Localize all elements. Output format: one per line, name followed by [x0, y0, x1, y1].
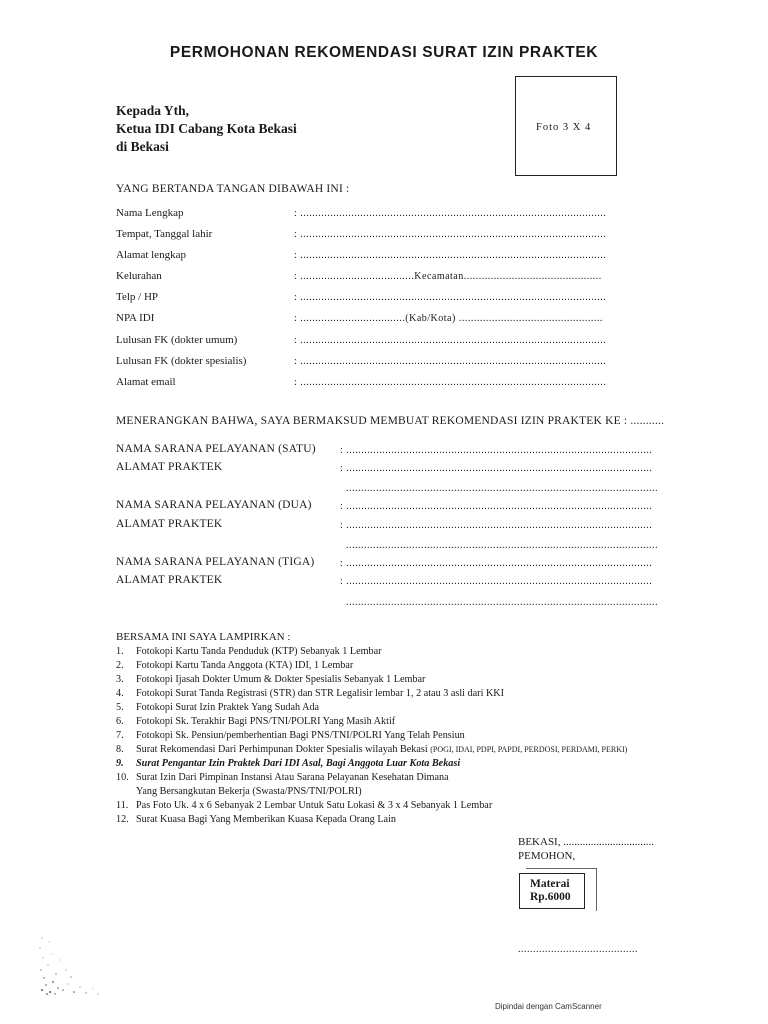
field-label-email: Alamat email: [116, 376, 176, 388]
item-text: Surat Kuasa Bagi Yang Memberikan Kuasa Kepada Orang Lain: [136, 814, 396, 825]
item-number: 9.: [116, 758, 124, 769]
item-number: 5.: [116, 702, 124, 713]
field-line-email[interactable]: : ......................................................................................................: [294, 377, 607, 388]
intro-heading: YANG BERTANDA TANGAN DIBAWAH INI :: [116, 183, 350, 195]
item-number: 1.: [116, 646, 124, 657]
sarana-address-label-2: ALAMAT PRAKTEK: [116, 518, 223, 530]
item-text: Fotokopi Kartu Tanda Penduduk (KTP) Sebanyak 1 Lembar: [136, 646, 382, 657]
stamp-duty-box: [519, 873, 585, 909]
sarana-address-label-3: ALAMAT PRAKTEK: [116, 574, 223, 586]
addressee-block: [116, 102, 297, 156]
field-line-nama[interactable]: : ......................................................................................................: [294, 208, 607, 219]
field-line-ttl[interactable]: : ......................................................................................................: [294, 229, 607, 240]
sarana-name-line-3[interactable]: : ......................................................................................................: [340, 558, 653, 569]
addressee-line: Kepada Yth,: [116, 103, 190, 118]
item-text: [136, 743, 627, 757]
field-label-kelurahan: Kelurahan: [116, 270, 162, 282]
scanner-watermark: Dipindai dengan CamScanner: [495, 1002, 602, 1011]
list-item: [116, 659, 676, 673]
sarana-name-label-1: NAMA SARANA PELAYANAN (SATU): [116, 443, 316, 455]
addressee-line: di Bekasi: [116, 139, 169, 154]
sign-place-date[interactable]: BEKASI, .................................: [518, 836, 654, 848]
photo-label: Foto 3 X 4: [536, 122, 592, 133]
sarana-address-cont-1[interactable]: ........................................................................................................: [346, 483, 658, 494]
sarana-name-line-2[interactable]: : ......................................................................................................: [340, 501, 653, 512]
field-label-alamat: Alamat lengkap: [116, 249, 186, 261]
list-item: [116, 757, 676, 771]
item-text: Pas Foto Uk. 4 x 6 Sebanyak 2 Lembar Untuk Satu Lokasi & 3 x 4 Sebanyak 1 Lembar: [136, 800, 493, 811]
sarana-address-label-1: ALAMAT PRAKTEK: [116, 461, 223, 473]
sarana-address-line-3[interactable]: : ......................................................................................................: [340, 576, 653, 587]
sarana-name-label-2: NAMA SARANA PELAYANAN (DUA): [116, 499, 312, 511]
field-label-npa: NPA IDI: [116, 312, 155, 324]
stamp-label: Materai: [530, 878, 570, 890]
item-text: Fotokopi Ijasah Dokter Umum & Dokter Spesialis Sebanyak 1 Lembar: [136, 674, 426, 685]
field-line-fk-umum[interactable]: : ......................................................................................................: [294, 335, 607, 346]
field-line-npa[interactable]: : ...................................(Kab/Kota) ................................................: [294, 313, 603, 324]
sarana-address-line-2[interactable]: : ......................................................................................................: [340, 520, 653, 531]
item-text: Surat Pengantar Izin Praktek Dari IDI Asal, Bagi Anggota Luar Kota Bekasi: [136, 758, 461, 769]
photo-box: [515, 76, 617, 176]
field-label-fk-spesialis: Lulusan FK (dokter spesialis): [116, 355, 247, 367]
item-text: Fotokopi Kartu Tanda Anggota (KTA) IDI, 1 Lembar: [136, 660, 354, 671]
item-number: 8.: [116, 744, 124, 755]
signature-block: [518, 835, 654, 863]
list-item: [116, 687, 676, 701]
scan-noise-mark: [38, 930, 108, 996]
statement-heading: MENERANGKAN BAHWA, SAYA BERMAKSUD MEMBUAT REKOMENDASI IZIN PRAKTEK KE : ...........: [116, 415, 665, 427]
list-item: [116, 799, 676, 813]
attachments-heading: BERSAMA INI SAYA LAMPIRKAN :: [116, 631, 291, 643]
sarana-address-cont-3[interactable]: ........................................................................................................: [346, 597, 658, 608]
item-number: 10.: [116, 772, 129, 783]
attachments-list: [116, 645, 676, 827]
item-number: [116, 785, 136, 799]
list-item: [116, 645, 676, 659]
list-item: [116, 813, 676, 827]
field-label-nama: Nama Lengkap: [116, 207, 184, 219]
item-number: 7.: [116, 730, 124, 741]
item-text: Fotokopi Surat Tanda Registrasi (STR) dan STR Legalisir lembar 1, 2 atau 3 asli dari KKI: [136, 688, 505, 699]
field-label-telp: Telp / HP: [116, 291, 159, 303]
sarana-name-line-1[interactable]: : ......................................................................................................: [340, 445, 653, 456]
field-label-fk-umum: Lulusan FK (dokter umum): [116, 334, 238, 346]
list-item: [116, 673, 676, 687]
item-number: 12.: [116, 814, 129, 825]
list-item: [116, 743, 676, 757]
field-line-telp[interactable]: : ......................................................................................................: [294, 292, 607, 303]
item-text: Surat Izin Dari Pimpinan Instansi Atau Sarana Pelayanan Kesehatan Dimana: [136, 772, 449, 783]
list-item: [116, 715, 676, 729]
list-item: [116, 785, 676, 799]
signature-line[interactable]: ........................................: [518, 944, 638, 955]
list-item: [116, 729, 676, 743]
item-number: 4.: [116, 688, 124, 699]
stamp-value: Rp.6000: [530, 891, 571, 903]
sarana-name-label-3: NAMA SARANA PELAYANAN (TIGA): [116, 556, 315, 568]
item-main-text: Surat Rekomendasi Dari Perhimpunan Dokter Spesialis wilayah Bekasi: [136, 744, 428, 755]
item-text: Fotokopi Surat Izin Praktek Yang Sudah Ada: [136, 702, 320, 713]
item-number: 6.: [116, 716, 124, 727]
item-number: 3.: [116, 674, 124, 685]
item-small-text: (POGI, IDAI, PDPI, PAPDI, PERDOSI, PERDAMI, PERKI): [430, 745, 628, 754]
item-text: Fotokopi Sk. Terakhir Bagi PNS/TNI/POLRI Yang Masih Aktif: [136, 716, 396, 727]
field-label-ttl: Tempat, Tanggal lahir: [116, 228, 213, 240]
list-item: [116, 701, 676, 715]
sign-role: PEMOHON,: [518, 850, 576, 862]
document-title: PERMOHONAN REKOMENDASI SURAT IZIN PRAKTEK: [169, 44, 599, 61]
item-text: Fotokopi Sk. Pensiun/pemberhentian Bagi PNS/TNI/POLRI Yang Telah Pensiun: [136, 730, 465, 741]
field-line-alamat[interactable]: : ......................................................................................................: [294, 250, 607, 261]
list-item: [116, 771, 676, 785]
item-number: 2.: [116, 660, 124, 671]
item-number: 11.: [116, 800, 129, 811]
field-line-kelurahan[interactable]: : ......................................Kecamatan..............................................: [294, 271, 602, 282]
addressee-line: Ketua IDI Cabang Kota Bekasi: [116, 121, 297, 136]
field-line-fk-spesialis[interactable]: : ......................................................................................................: [294, 356, 607, 367]
item-text: Yang Bersangkutan Bekerja (Swasta/PNS/TNI/POLRI): [136, 786, 362, 797]
sarana-address-cont-2[interactable]: ........................................................................................................: [346, 540, 658, 551]
sarana-address-line-1[interactable]: : ......................................................................................................: [340, 463, 653, 474]
